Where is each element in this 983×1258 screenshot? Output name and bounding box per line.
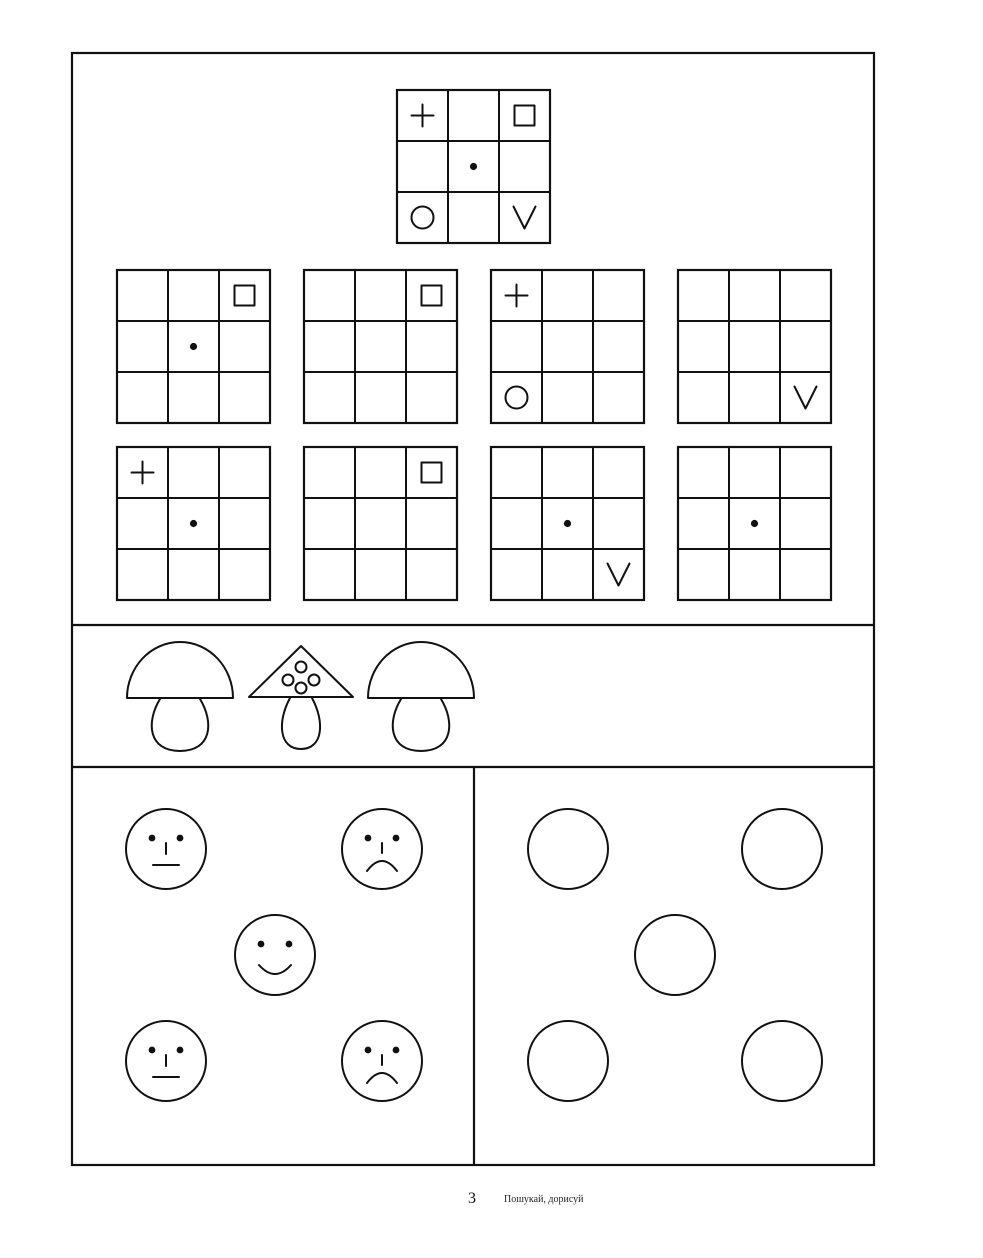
face-sad[interactable] <box>342 1021 422 1101</box>
face-eye <box>393 1047 400 1054</box>
pattern-grid-8[interactable] <box>678 447 831 600</box>
grid-outline <box>304 270 457 423</box>
pattern-grid-6[interactable] <box>304 447 457 600</box>
square-symbol <box>422 463 442 483</box>
mushroom-spot <box>309 675 320 686</box>
square-symbol <box>515 106 535 126</box>
plus-symbol <box>412 105 434 127</box>
face-eye <box>393 835 400 842</box>
circle-symbol <box>506 387 528 409</box>
dot-symbol <box>564 520 571 527</box>
square-symbol <box>235 286 255 306</box>
face-neutral[interactable] <box>126 1021 206 1101</box>
face-eye <box>149 835 156 842</box>
face-outline <box>235 915 315 995</box>
mushroom-stem <box>393 699 450 751</box>
pattern-grid-2[interactable] <box>304 270 457 423</box>
mushroom-spot <box>296 662 307 673</box>
pattern-task <box>117 90 831 600</box>
pattern-grid-5[interactable] <box>117 447 270 600</box>
mushroom-stem <box>152 699 209 751</box>
blank-circle[interactable] <box>635 915 715 995</box>
face-eye <box>177 835 184 842</box>
dot-symbol <box>190 520 197 527</box>
face-mouth <box>367 861 397 871</box>
face-eye <box>149 1047 156 1054</box>
face-mouth <box>367 1073 397 1083</box>
mushroom-cap <box>368 642 474 698</box>
mushroom-1[interactable] <box>127 642 233 751</box>
page-caption: Пошукай, дорисуй <box>504 1194 584 1205</box>
mushroom-2[interactable] <box>249 646 353 749</box>
page-footer <box>0 1190 983 1214</box>
blank-circle[interactable] <box>528 809 608 889</box>
mushroom-cap <box>127 642 233 698</box>
blank-circles-task <box>528 809 822 1101</box>
pattern-grid-1[interactable] <box>117 270 270 423</box>
dot-symbol <box>470 163 477 170</box>
face-sad[interactable] <box>342 809 422 889</box>
blank-circle[interactable] <box>742 1021 822 1101</box>
grid-outline <box>678 270 831 423</box>
face-mouth <box>259 965 291 974</box>
face-eye <box>177 1047 184 1054</box>
plus-symbol <box>506 285 528 307</box>
face-happy[interactable] <box>235 915 315 995</box>
grid-outline <box>304 447 457 600</box>
pattern-grid-7[interactable] <box>491 447 644 600</box>
face-eye <box>365 835 372 842</box>
sample-grid[interactable] <box>397 90 550 243</box>
blank-circle[interactable] <box>528 1021 608 1101</box>
mushroom-stem <box>282 698 320 749</box>
faces-task <box>126 809 422 1101</box>
dot-symbol <box>190 343 197 350</box>
face-eye <box>365 1047 372 1054</box>
circle-symbol <box>412 207 434 229</box>
plus-symbol <box>132 462 154 484</box>
mushroom-task <box>127 642 474 751</box>
v-symbol <box>608 564 630 586</box>
pattern-grid-3[interactable] <box>491 270 644 423</box>
square-symbol <box>422 286 442 306</box>
pattern-grid-4[interactable] <box>678 270 831 423</box>
face-neutral[interactable] <box>126 809 206 889</box>
dot-symbol <box>751 520 758 527</box>
mushroom-spot <box>296 683 307 694</box>
face-eye <box>258 941 265 948</box>
mushroom-spot <box>283 675 294 686</box>
page-number: 3 <box>468 1190 476 1207</box>
blank-circle[interactable] <box>742 809 822 889</box>
mushroom-3[interactable] <box>368 642 474 751</box>
v-symbol <box>514 207 536 229</box>
v-symbol <box>795 387 817 409</box>
grid-outline <box>491 270 644 423</box>
face-eye <box>286 941 293 948</box>
